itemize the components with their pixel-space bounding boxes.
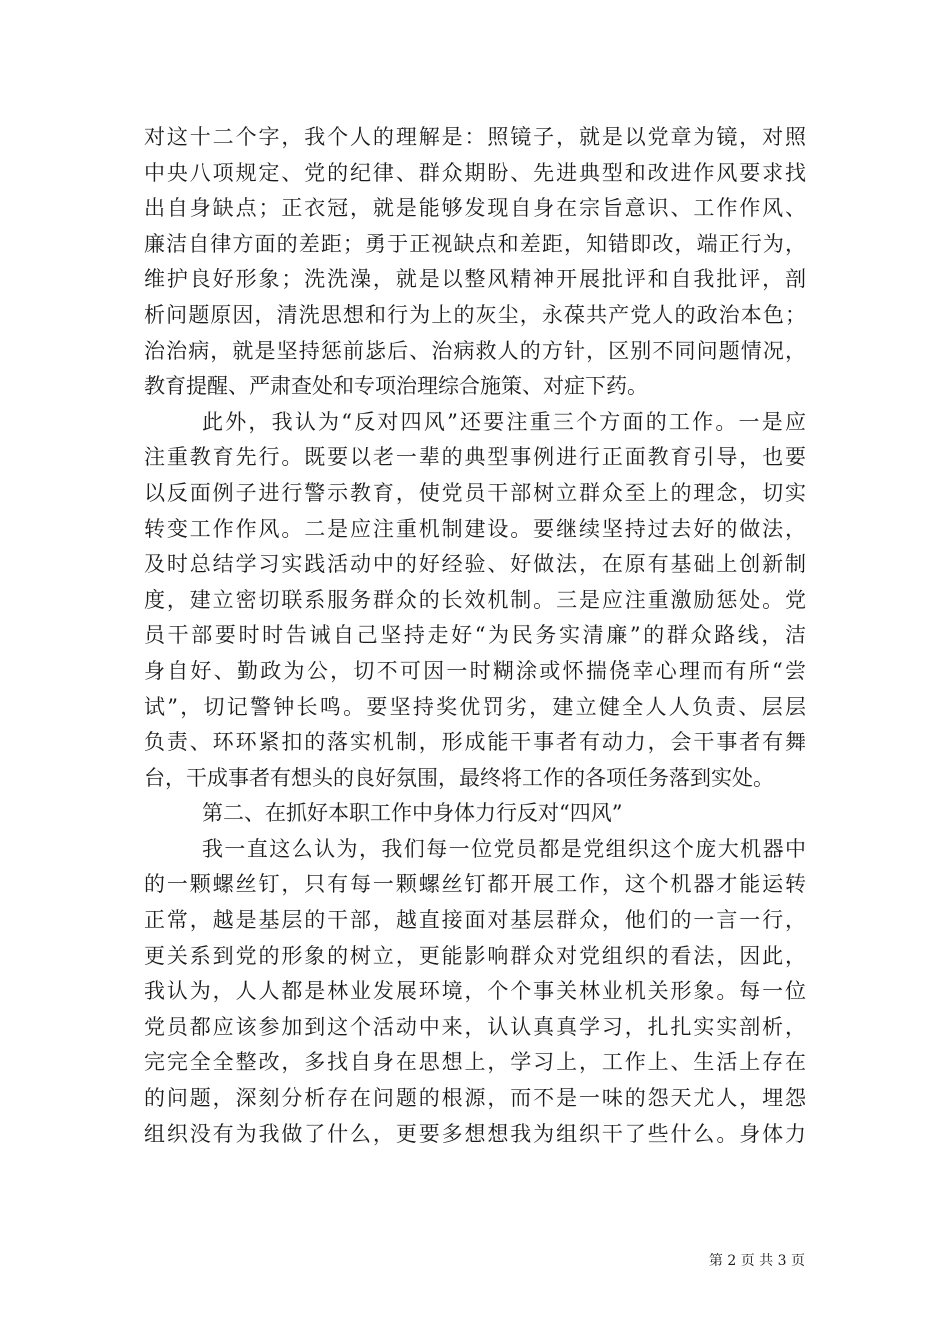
text-line: 组织没有为我做了什么，更要多想想我为组织干了些什么。身体力 xyxy=(144,1121,806,1146)
text-line: 出自身缺点；正衣冠，就是能够发现自身在宗旨意识、工作作风、 xyxy=(144,196,806,221)
text-line: 负责、环环紧扣的落实机制，形成能干事者有动力，会干事者有舞 xyxy=(144,730,806,755)
text-line: 更关系到党的形象的树立，更能影响群众对党组织的看法，因此， xyxy=(144,943,806,968)
text-line: 的问题，深刻分析存在问题的根源，而不是一味的怨天尤人，埋怨 xyxy=(144,1086,806,1111)
text-line: 此外，我认为“反对四风”还要注重三个方面的工作。一是应 xyxy=(202,409,806,434)
text-line: 以反面例子进行警示教育，使党员干部树立群众至上的理念，切实 xyxy=(144,480,806,505)
text-line: 维护良好形象；洗洗澡，就是以整风精神开展批评和自我批评，剖 xyxy=(144,267,806,292)
text-line: 我一直这么认为，我们每一位党员都是党组织这个庞大机器中 xyxy=(202,836,806,861)
text-line: 教育提醒、严肃查处和专项治理综合施策、对症下药。 xyxy=(144,374,648,399)
text-line: 我认为，人人都是林业发展环境，个个事关林业机关形象。每一位 xyxy=(144,979,806,1004)
text-line: 及时总结学习实践活动中的好经验、好做法，在原有基础上创新制 xyxy=(144,552,806,577)
text-line: 员干部要时时告诫自己坚持走好“为民务实清廉”的群众路线，洁 xyxy=(144,623,806,648)
text-line: 中央八项规定、党的纪律、群众期盼、先进典型和改进作风要求找 xyxy=(144,160,806,185)
text-line: 正常，越是基层的干部，越直接面对基层群众，他们的一言一行， xyxy=(144,908,806,933)
text-line: 廉洁自律方面的差距；勇于正视缺点和差距，知错即改，端正行为， xyxy=(144,231,806,256)
text-line: 第二、在抓好本职工作中身体力行反对“四风” xyxy=(202,801,623,826)
text-line: 度，建立密切联系服务群众的长效机制。三是应注重激励惩处。党 xyxy=(144,587,806,612)
text-line: 身自好、勤政为公，切不可因一时糊涂或怀揣侥幸心理而有所“尝 xyxy=(144,658,806,683)
text-line: 完完全全整改，多找自身在思想上，学习上，工作上、生活上存在 xyxy=(144,1050,806,1075)
text-line: 的一颗螺丝钉，只有每一颗螺丝钉都开展工作，这个机器才能运转 xyxy=(144,872,806,897)
text-line: 转变工作作风。二是应注重机制建设。要继续坚持过去好的做法， xyxy=(144,516,806,541)
page-number: 第 2 页 共 3 页 xyxy=(708,1253,805,1269)
text-line: 注重教育先行。既要以老一辈的典型事例进行正面教育引导，也要 xyxy=(144,445,806,470)
text-line: 试”，切记警钟长鸣。要坚持奖优罚劣，建立健全人人负责、层层 xyxy=(144,694,806,719)
text-line: 对这十二个字，我个人的理解是：照镜子，就是以党章为镜，对照 xyxy=(144,125,806,149)
body-text xyxy=(144,120,806,1152)
text-line: 党员都应该参加到这个活动中来，认认真真学习，扎扎实实剖析， xyxy=(144,1014,806,1039)
text-line: 治治病，就是坚持惩前毖后、治病救人的方针，区别不同问题情况， xyxy=(144,338,806,363)
text-line: 台，干成事者有想头的良好氛围，最终将工作的各项任务落到实处。 xyxy=(144,765,774,790)
text-line: 析问题原因，清洗思想和行为上的灰尘，永葆共产党人的政治本色； xyxy=(144,302,806,327)
